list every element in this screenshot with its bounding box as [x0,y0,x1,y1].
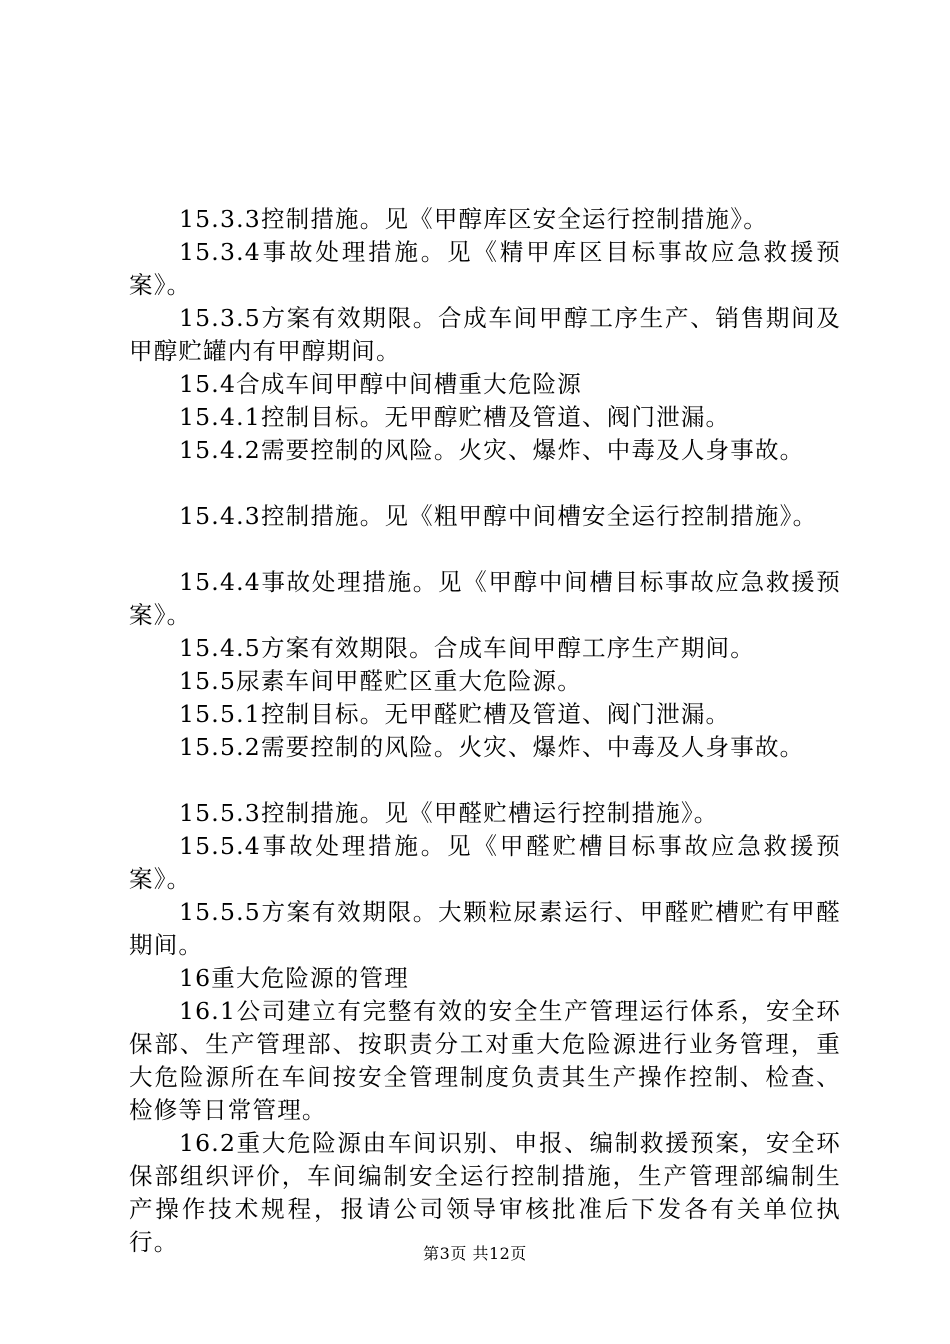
paragraph-15-5-5: 15.5.5方案有效期限。大颗粒尿素运行、甲醛贮槽贮有甲醛期间。 [129,898,841,959]
paragraph-15-3-3: 15.3.3控制措施。见《甲醇库区安全运行控制措施》。 [179,205,768,233]
paragraph-16-1: 16.1公司建立有完整有效的安全生产管理运行体系，安全环保部、生产管理部、按职责分工对重大危险源进行业务管理，重大危险源所在车间按安全管理制度负责其生产操作控制、检查、检修等日常管理。 [129,997,841,1124]
blank-line [129,764,841,797]
blank-line [129,467,841,500]
section-heading-15-5: 15.5尿素车间甲醛贮区重大危险源。 [179,667,582,695]
paragraph-15-5-4: 15.5.4事故处理措施。见《甲醛贮槽目标事故应急救援预案》。 [129,832,841,893]
paragraph-15-3-4: 15.3.4事故处理措施。见《精甲库区目标事故应急救援预案》。 [129,238,841,299]
section-heading-16: 16重大危险源的管理 [179,964,409,992]
blank-line [129,533,841,566]
page-footer [0,1243,950,1265]
paragraph-15-4-3: 15.4.3控制措施。见《粗甲醇中间槽安全运行控制措施》。 [179,502,818,530]
page-number: 第3页 共12页 [423,1244,527,1263]
paragraph-15-4-5: 15.4.5方案有效期限。合成车间甲醇工序生产期间。 [179,634,755,662]
document-body [129,203,841,1259]
paragraph-15-5-3: 15.5.3控制措施。见《甲醛贮槽运行控制措施》。 [179,799,719,827]
paragraph-15-4-2: 15.4.2需要控制的风险。火灾、爆炸、中毒及人身事故。 [179,436,805,464]
paragraph-16-2: 16.2重大危险源由车间识别、申报、编制救援预案，安全环保部组织评价，车间编制安全运行控制措施，生产管理部编制生产操作技术规程，报请公司领导审核批准后下发各有关单位执行。 [129,1129,841,1256]
paragraph-15-4-4: 15.4.4事故处理措施。见《甲醇中间槽目标事故应急救援预案》。 [129,568,841,629]
paragraph-15-4-1: 15.4.1控制目标。无甲醇贮槽及管道、阀门泄漏。 [179,403,731,431]
section-heading-15-4: 15.4合成车间甲醇中间槽重大危险源 [179,370,582,398]
paragraph-15-3-5: 15.3.5方案有效期限。合成车间甲醇工序生产、销售期间及甲醇贮罐内有甲醇期间。 [129,304,841,365]
paragraph-15-5-1: 15.5.1控制目标。无甲醛贮槽及管道、阀门泄漏。 [179,700,731,728]
paragraph-15-5-2: 15.5.2需要控制的风险。火灾、爆炸、中毒及人身事故。 [179,733,805,761]
